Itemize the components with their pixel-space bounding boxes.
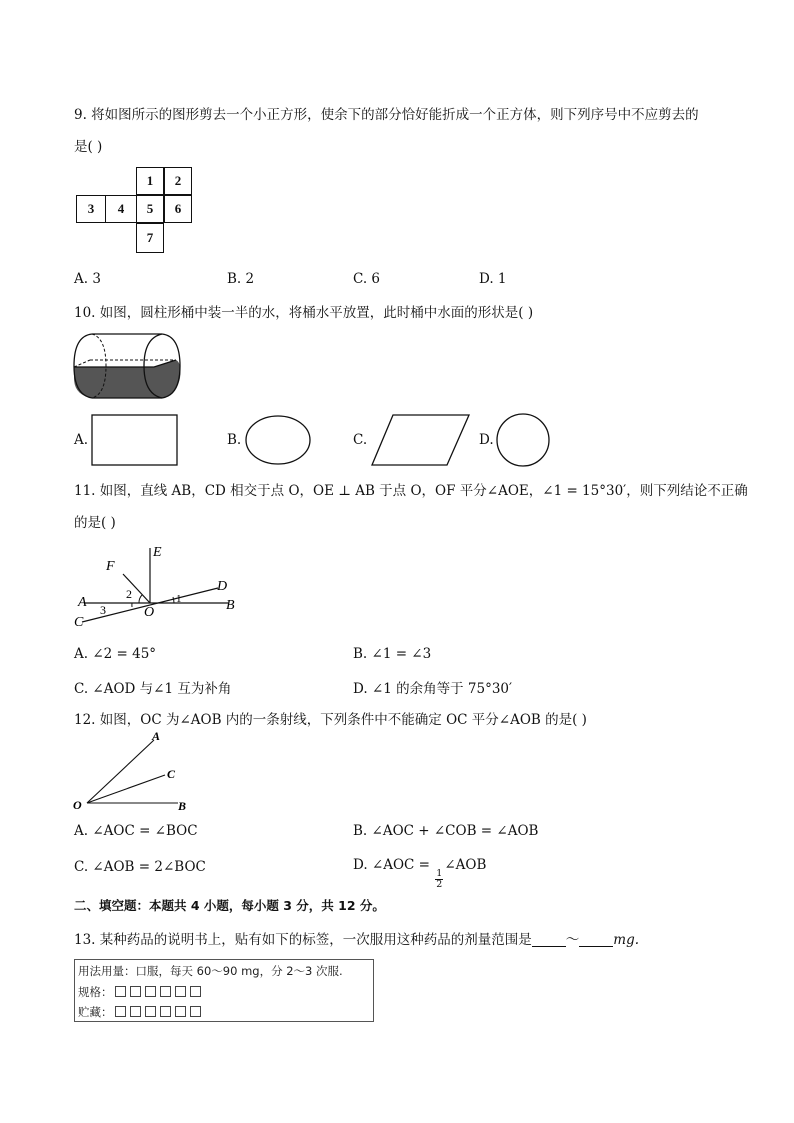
square-icon: [175, 986, 186, 997]
q12-option-d-suffix: ∠AOB: [444, 857, 487, 873]
q12-option-d-prefix: D. ∠AOC =: [353, 857, 430, 873]
label-a: A: [152, 729, 161, 743]
ellipse-shape: [244, 414, 312, 466]
square-icon: [115, 1006, 126, 1017]
parallelogram-shape: [371, 414, 471, 466]
q12-option-d: [353, 857, 486, 890]
medicine-label-box: [74, 959, 374, 1022]
label-1: 1: [176, 593, 182, 605]
square-icon: [145, 1006, 156, 1017]
q10-option-c: C.: [353, 432, 368, 448]
q12-angle-figure: [70, 728, 200, 818]
q12-option-b: B. ∠AOC + ∠COB = ∠AOB: [353, 823, 539, 839]
square-icon: [160, 1006, 171, 1017]
label-c: C: [74, 615, 84, 630]
label-a: A: [78, 595, 87, 610]
fraction-numerator: 1: [436, 868, 443, 879]
q10-cylinder-figure: [70, 330, 185, 402]
label-storage-line: [78, 1004, 203, 1020]
q13-stem: [74, 928, 639, 948]
q9-option-b: B. 2: [227, 271, 255, 287]
q11-option-c: C. ∠AOD 与∠1 互为补角: [74, 681, 232, 697]
label-f: F: [106, 559, 115, 574]
q13-stem-text: 13. 某种药品的说明书上，贴有如下的标签，一次服用这种药品的剂量范围是: [74, 932, 532, 948]
net-cell-1: 1: [136, 167, 164, 195]
q10-option-d: D.: [479, 432, 494, 448]
q11-stem-line1: 11. 如图，直线 AB，CD 相交于点 O，OE ⊥ AB 于点 O，OF 平分∠AOE，∠1 = 15°30′，则下列结论不正确: [74, 483, 748, 499]
label-spec-line: [78, 984, 203, 1000]
square-icon: [115, 986, 126, 997]
q9-option-c: C. 6: [353, 271, 381, 287]
net-cell-5: 5: [136, 195, 164, 223]
label-b: B: [178, 799, 187, 813]
label-d: D: [217, 579, 228, 594]
label-usage-line: 用法用量：口服，每天 60～90 mg，分 2～3 次服.: [78, 964, 343, 978]
label-c: C: [167, 767, 176, 781]
label-3: 3: [100, 603, 106, 617]
net-cell-2: 2: [164, 167, 192, 195]
label-o: O: [144, 605, 155, 620]
square-icon: [130, 1006, 141, 1017]
q12-stem: 12. 如图，OC 为∠AOB 内的一条射线，下列条件中不能确定 OC 平分∠AOB 的是( ): [74, 712, 587, 728]
answer-blank-max[interactable]: [579, 933, 613, 947]
q10-stem: 10. 如图，圆柱形桶中装一半的水，将桶水平放置，此时桶中水面的形状是( ): [74, 305, 534, 321]
q9-stem-line2: 是( ): [74, 139, 103, 155]
q11-stem-line2: 的是( ): [74, 515, 116, 531]
section-heading-fill-in: 二、填空题：本题共 4 小题，每小题 3 分，共 12 分。: [74, 898, 385, 913]
circle-shape: [495, 412, 551, 468]
net-cell-4: 4: [105, 195, 137, 223]
square-icon: [190, 986, 201, 997]
label-b: B: [226, 598, 235, 613]
square-icon: [175, 1006, 186, 1017]
net-cell-6: 6: [164, 195, 192, 223]
square-icon: [190, 1006, 201, 1017]
q10-option-b: B.: [227, 432, 242, 448]
q9-option-a: A. 3: [74, 271, 101, 287]
fraction-denominator: 2: [436, 879, 443, 890]
q10-option-a: A.: [74, 432, 89, 448]
label-e: E: [153, 545, 162, 560]
label-storage-text: 贮藏：: [78, 1005, 113, 1019]
fraction-half: [435, 869, 443, 890]
q12-option-a: A. ∠AOC = ∠BOC: [74, 823, 198, 839]
label-spec-text: 规格：: [78, 985, 113, 999]
square-icon: [130, 986, 141, 997]
unit-mg: mg.: [613, 932, 639, 948]
square-icon: [145, 986, 156, 997]
label-2: 2: [126, 587, 132, 601]
q12-option-c: C. ∠AOB = 2∠BOC: [74, 859, 206, 875]
rectangle-shape: [91, 414, 179, 466]
square-icon: [160, 986, 171, 997]
q11-option-d: D. ∠1 的余角等于 75°30′: [353, 681, 513, 697]
q9-stem-line1: 9. 将如图所示的图形剪去一个小正方形，使余下的部分恰好能折成一个正方体，则下列序号中不应剪去的: [74, 107, 699, 123]
label-o: O: [73, 798, 82, 812]
tilde: ～: [565, 932, 580, 948]
net-cell-3: 3: [76, 195, 106, 223]
q9-option-d: D. 1: [479, 271, 507, 287]
net-cell-7: 7: [136, 223, 164, 253]
q11-angle-figure: [70, 540, 250, 630]
answer-blank-min[interactable]: [532, 933, 566, 947]
q11-option-b: B. ∠1 = ∠3: [353, 646, 432, 662]
q11-option-a: A. ∠2 = 45°: [74, 646, 157, 662]
